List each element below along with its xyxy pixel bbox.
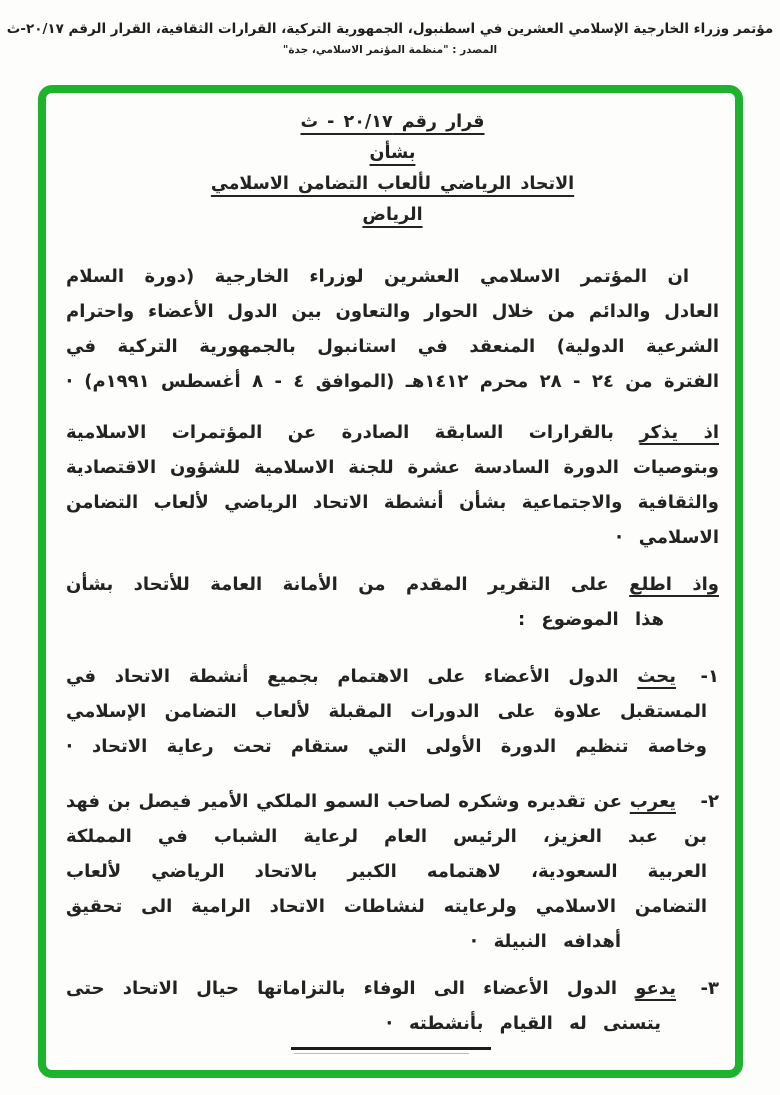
closing-rule — [66, 1047, 719, 1054]
title-text: الاتحاد الرياضي لألعاب التضامن الاسلامي — [210, 174, 575, 194]
line-text: على التقرير المقدم من الأمانة العامة للأتحاد بشأن — [66, 574, 630, 595]
operative-item-3 — [66, 971, 719, 1041]
operative-item-1 — [66, 659, 719, 764]
lead-word: يعرب — [629, 791, 676, 812]
closing-rule-shadow — [294, 1053, 469, 1054]
lead-word: يدعو — [635, 978, 676, 999]
title-line-subject — [66, 169, 719, 200]
lead-word: واذ اطلع — [629, 574, 719, 595]
preamble-paragraph-1 — [66, 259, 719, 399]
resolution-title — [66, 107, 719, 231]
paragraph-line: الشرعية الدولية) المنعقد في استانبول بالجمهورية التركية في — [66, 336, 719, 357]
item-line: المستقبل علاوة على الدورات المقبلة لألعاب التضامن الإسلامي — [66, 701, 707, 722]
document-frame — [38, 85, 743, 1078]
line-text: عن تقديره وشكره لصاحب السمو الملكي الأمير فيصل بن فهد — [66, 791, 630, 812]
item-line: العربية السعودية، لاهتمامه الكبير بالاتحاد الرياضي لألعاب — [66, 861, 707, 882]
resolution-document — [46, 93, 735, 1054]
title-line-regarding — [66, 138, 719, 169]
preamble-paragraph-3 — [66, 567, 719, 637]
header-citation: مؤتمر وزراء الخارجية الإسلامي العشرين في اسطنبول، الجمهورية التركية، القرارات الثقافية، القرار الرقم ٢٠/١٧-ث — [6, 21, 774, 37]
title-text: قرار رقم ٢٠/١٧ - ث — [300, 112, 485, 132]
paragraph-line: والثقافية والاجتماعية بشأن أنشطة الاتحاد الرياضي لألعاب التضامن — [66, 492, 719, 513]
item-line: يتسنى له القيام بأنشطته · — [385, 1013, 661, 1034]
item-line: التضامن الاسلامي ولرعايته لنشاطات الاتحاد الرامية الى تحقيق — [66, 896, 707, 917]
operative-item-2 — [66, 784, 719, 959]
preamble-paragraph-2 — [66, 415, 719, 555]
paragraph-line: الاسلامي · — [615, 527, 719, 548]
line-text: الدول الأعضاء على الاهتمام بجميع أنشطة الاتحاد في — [66, 666, 638, 687]
item-line — [66, 971, 719, 1006]
paragraph-line: هذا الموضوع : — [517, 609, 664, 630]
title-line-number — [66, 107, 719, 138]
paragraph-line — [66, 415, 719, 450]
title-line-city — [66, 200, 719, 231]
item-line — [66, 784, 719, 819]
item-line: بن عبد العزيز، الرئيس العام لرعاية الشباب في المملكة — [66, 826, 707, 847]
item-line: وخاصة تنظيم الدورة الأولى التي ستقام تحت رعاية الاتحاد · — [66, 736, 707, 757]
header-source: المصدر : "منظمة المؤتمر الاسلامي، جدة" — [282, 44, 498, 56]
item-number: ٣- — [700, 978, 719, 999]
lead-word: يحث — [637, 666, 676, 687]
paragraph-line: العادل والدائم من خلال الحوار والتعاون بين الدول الأعضاء واحترام — [66, 301, 719, 322]
item-line: أهدافه النبيلة · — [470, 931, 621, 952]
lead-word: اذ يذكر — [639, 422, 719, 443]
paragraph-line: الفترة من ٢٤ - ٢٨ محرم ١٤١٢هـ (الموافق ٤ - ٨ أغسطس ١٩٩١م) · — [66, 371, 719, 392]
item-line — [66, 659, 719, 694]
paragraph-line: ان المؤتمر الاسلامي العشرين لوزراء الخارجية (دورة السلام — [66, 266, 689, 287]
paragraph-line — [66, 567, 719, 602]
title-text: الرياض — [362, 205, 423, 225]
title-text: بشأن — [369, 143, 416, 163]
item-number: ٢- — [700, 791, 719, 812]
line-text: بالقرارات السابقة الصادرة عن المؤتمرات الاسلامية — [66, 422, 640, 443]
top-header — [0, 0, 780, 56]
item-number: ١- — [700, 666, 719, 687]
paragraph-line: وبتوصيات الدورة السادسة عشرة للجنة الاسلامية للشؤون الاقتصادية — [66, 457, 719, 478]
closing-rule-line — [291, 1047, 491, 1050]
line-text: الدول الأعضاء الى الوفاء بالتزاماتها حيال الاتحاد حتى — [66, 978, 636, 999]
